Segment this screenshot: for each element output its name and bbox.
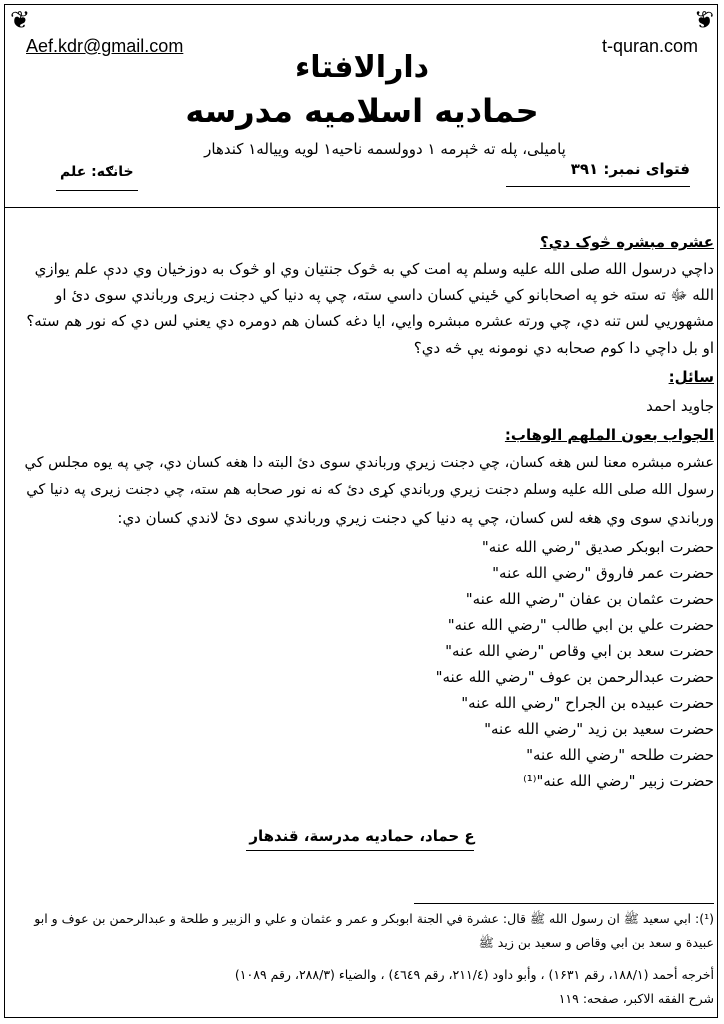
list-item: حضرت عثمان بن عفان "رضي الله عنه" xyxy=(465,590,714,608)
footnote-divider xyxy=(414,903,714,904)
divider xyxy=(56,190,138,191)
asker-label: سائل: xyxy=(668,368,714,386)
list-item: حضرت عبدالرحمن بن عوف "رضي الله عنه" xyxy=(435,668,714,686)
signature-underline xyxy=(246,850,474,851)
header-divider xyxy=(4,207,720,208)
question-line: مشهوريي لس تنه دي، چي ورته عشره مبشره وايي، ايا دغه کسان هم دومره دي يعني لس دي که نور هم سته؟ xyxy=(26,312,714,330)
question-line: او بل داچي دا کوم صحابه دي نومونه يې څه دي؟ xyxy=(413,339,714,357)
list-item: حضرت علي بن ابي طالب "رضي الله عنه" xyxy=(447,616,714,634)
email-link[interactable]: Aef.kdr@gmail.com xyxy=(26,36,184,56)
address: پاميلی، پله ته څېرمه ۱ دوولسمه ناحيه۱ لويه ويياله۱ کندهار xyxy=(204,140,566,158)
footnote-line: (¹): ابي سعيد ﷺ ان رسول الله ﷺ قال: عشرة في الجنة ابوبكر و عمر و عثمان و علي و الزبير و طلحة و عبدالرحمن بن عوف و ابو xyxy=(34,911,714,926)
ornament-top-left-icon: ❦ xyxy=(10,6,31,34)
asker-name: جاويد احمد xyxy=(646,397,714,415)
divider xyxy=(506,186,690,187)
answer-heading: الجواب بعون الملهم الوهاب: xyxy=(504,426,714,444)
answer-line: ورباندي سوی وي هغه لس کسان، چي په دنيا کي دجنت زيري ورباندي سوی دئ لاندي کسان دي: xyxy=(117,509,714,527)
answer-line: رسول الله صلی الله عليه وسلم دجنت زيري ورباندي کړی دئ که نه نور صحابه هم سته، چي دجنت زيری په دنيا کي xyxy=(26,482,714,498)
question-line: الله ﷻ ته سته خو په اصحابانو کي ځيني کسان داسي سته، چي په دنيا کي دجنت زيری ورباندي سوی دئ او xyxy=(55,286,714,304)
list-item: حضرت عبيده بن الجراح "رضي الله عنه" xyxy=(461,694,714,712)
list-item: حضرت سعد بن ابي وقاص "رضي الله عنه" xyxy=(445,642,714,660)
footnote-line: أخرجه أحمد (۱۸۸/۱، رقم ۱۶۳۱) ، وأبو داود (۲۱۱/٤، رقم ٤٦٤٩) ، والضياء (۲۸۸/۳، رقم ۱۰۸۹) xyxy=(234,967,714,982)
question-line: داچي درسول الله صلی الله عليه وسلم په امت کي به څوک جنتيان وي او څوک به دوزخيان وي ددې علم يوازي xyxy=(34,260,714,278)
signature: ع حماد، حماديه مدرسة، قندهار xyxy=(249,827,475,845)
institution-name: حماديه اسلاميه مدرسه xyxy=(185,92,539,130)
list-item: حضرت زبير "رضي الله عنه"⁽¹⁾ xyxy=(523,772,714,790)
fatwa-number: فتوای نمبر: ۳۹۱ xyxy=(570,160,690,178)
question-heading: عشره مبشره څوک دي؟ xyxy=(540,233,714,251)
list-item: حضرت عمر فاروق "رضي الله عنه" xyxy=(492,564,714,582)
list-item: حضرت سعيد بن زيد "رضي الله عنه" xyxy=(484,720,714,738)
page-title: دارالافتاء xyxy=(294,50,430,85)
list-item: حضرت ابوبکر صديق "رضي الله عنه" xyxy=(481,538,714,556)
ornament-top-right-icon: ❦ xyxy=(693,6,714,34)
footnote-line: شرح الفقه الاکبر، صفحه: ۱۱۹ xyxy=(558,991,714,1006)
category-label: خانګه: علم xyxy=(60,164,134,180)
list-item: حضرت طلحه "رضي الله عنه" xyxy=(526,746,714,764)
companions-list xyxy=(436,534,714,794)
answer-line: عشره مبشره معنا لس هغه کسان، چي دجنت زيري ورباندي سوی دئ البته دا هغه کسان دي، چي په يوه مجلس کي xyxy=(24,455,714,471)
website-link[interactable]: t-quran.com xyxy=(601,36,698,56)
footnote-line: عبيدة و سعد بن ابي وقاص و سعيد بن زيد ﷺ xyxy=(478,935,714,950)
